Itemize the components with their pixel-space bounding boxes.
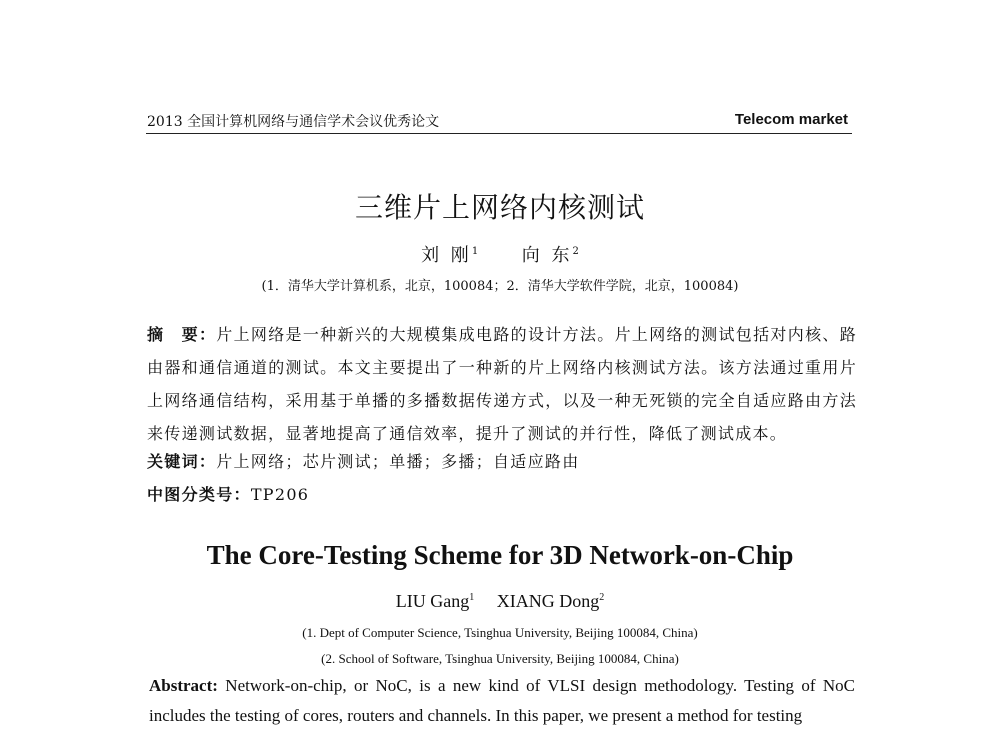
english-author-1: LIU Gang bbox=[395, 591, 470, 611]
chinese-classification-code: TP206 bbox=[250, 485, 310, 504]
chinese-abstract-label: 摘 要： bbox=[147, 325, 217, 344]
english-abstract-text: Network-on-chip, or NoC, is a new kind of VLSI design methodology. Testing of NoC includes the testing of cores, routers and channels. In this paper, we present a method for testing bbox=[149, 676, 856, 725]
english-affiliation-2: (2. School of Software, Tsinghua University, Beijing 100084, China) bbox=[321, 651, 679, 666]
english-authors bbox=[0, 591, 1000, 612]
chinese-classification bbox=[147, 482, 309, 505]
chinese-title: 三维片上网络内核测试 bbox=[354, 191, 645, 224]
chinese-author-1-affil-mark: 1 bbox=[471, 246, 479, 257]
english-title: The Core-Testing Scheme for 3D Network-on-Chip bbox=[206, 540, 794, 570]
running-header-right: Telecom market bbox=[734, 111, 848, 128]
english-abstract bbox=[149, 671, 855, 731]
chinese-keywords-text: 片上网络；芯片测试；单播；多播；自适应路由 bbox=[216, 452, 580, 471]
chinese-classification-label: 中图分类号： bbox=[147, 485, 251, 504]
chinese-keywords-label: 关键词： bbox=[147, 452, 217, 471]
chinese-keywords bbox=[147, 449, 580, 472]
chinese-authors bbox=[0, 241, 1000, 267]
running-header-left: 2013 全国计算机网络与通信学术会议优秀论文 bbox=[147, 114, 440, 130]
english-author-1-affil-mark: 1 bbox=[469, 592, 475, 603]
header-rule bbox=[146, 133, 852, 134]
english-affiliation-1: (1. Dept of Computer Science, Tsinghua University, Beijing 100084, China) bbox=[302, 625, 698, 640]
chinese-author-2-affil-mark: 2 bbox=[572, 246, 579, 257]
chinese-author-1: 刘 刚 bbox=[421, 245, 472, 266]
chinese-author-2: 向 东 bbox=[521, 245, 573, 266]
chinese-abstract-text: 片上网络是一种新兴的大规模集成电路的设计方法。片上网络的测试包括对内核、路由器和通信通道的测试。本文主要提出了一种新的片上网络内核测试方法。该方法通过重用片上网络通信结构，采用基于单播的多播数据传递方式，以及一种无死锁的完全自适应路由方法来传递测试数据，显著地提高了通信效率，提升了测试的并行性，降低了测试成本。 bbox=[147, 325, 858, 443]
chinese-abstract bbox=[147, 318, 857, 450]
chinese-affiliation: (1．清华大学计算机系，北京，100084；2．清华大学软件学院，北京，100084) bbox=[261, 279, 739, 294]
english-abstract-label: Abstract: bbox=[149, 676, 218, 695]
english-author-2-affil-mark: 2 bbox=[599, 592, 605, 603]
english-author-2: XIANG Dong bbox=[496, 591, 600, 611]
